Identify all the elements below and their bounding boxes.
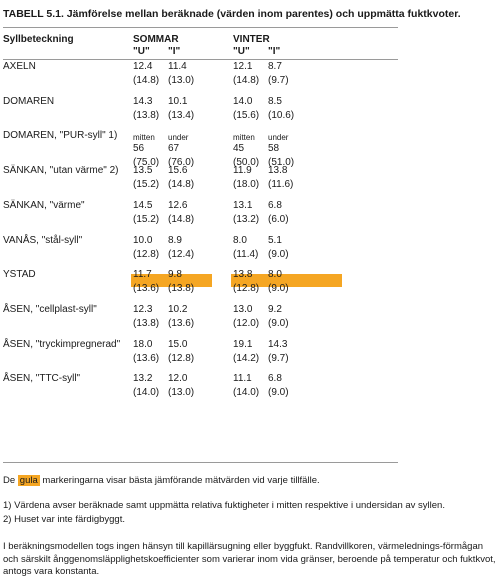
measured-summer-u: 12.4 [133,61,153,72]
calculated-winter-u: (18.0) [233,179,260,190]
header-rule [3,59,398,60]
legend-note [3,475,497,488]
measured-summer-i: 15.0 [168,339,188,350]
measured-summer-u: 56 [133,143,145,154]
calculated-summer-u: (12.8) [133,249,160,260]
calculated-winter-u: (11.4) [233,249,259,260]
table-title: TABELL 5.1. Jämförelse mellan beräknade (värden inom parentes) och uppmätta fuktkvoter. [3,8,461,20]
top-rule [3,27,398,28]
measured-summer-u: 18.0 [133,339,153,350]
measured-summer-i: 11.4 [168,61,187,72]
measured-winter-i: 6.8 [268,200,282,211]
calculated-summer-u: (13.8) [133,318,160,329]
row-label: ÅSEN, "cellplast-syll" [3,304,97,315]
calculated-winter-i: (9.0) [268,387,289,398]
footnote-1: 1) Värdena avser beräknade samt uppmätta relativa fuktigheter i mitten respektive i undersidan av syllen. [3,500,445,511]
measured-winter-u: 12.1 [233,61,253,72]
measured-winter-i: 58 [268,143,280,154]
measured-winter-i: 14.3 [268,339,288,350]
measured-summer-i: 15.6 [168,165,188,176]
bottom-rule [3,462,398,463]
calculated-summer-i: (13.4) [168,110,195,121]
header-vinter: VINTER [233,34,270,45]
measured-winter-u: 11.1 [233,373,252,384]
row-label: VANÅS, "stål-syll" [3,235,83,246]
header-sommar-u: "U" [133,46,150,57]
sub-label-mitten: mitten [133,133,155,142]
legend-text-post: markeringarna visar bästa jämförande mätvärden vid varje tillfälle. [42,475,320,486]
calculated-summer-u: (15.2) [133,214,160,225]
measured-winter-u: 13.1 [233,200,253,211]
calculated-summer-i: (13.0) [168,387,195,398]
measured-winter-u: 19.1 [233,339,253,350]
header-vinter-u: "U" [233,46,250,57]
measured-summer-i: 12.6 [168,200,188,211]
row-label: YSTAD [3,269,36,280]
measured-winter-u: 8.0 [233,235,247,246]
legend-text-pre: De [3,475,16,486]
header-sommar-i: "I" [168,46,181,57]
calculated-winter-u: (13.2) [233,214,260,225]
calculated-summer-u: (14.8) [133,75,160,86]
measured-summer-i: 12.0 [168,373,188,384]
row-label: SÄNKAN, "värme" [3,200,85,211]
measured-summer-u: 14.5 [133,200,153,211]
measured-winter-u: 13.8 [233,269,253,280]
measured-summer-u: 10.0 [133,235,153,246]
calculated-winter-u: (14.2) [233,353,260,364]
calculated-summer-u: (15.2) [133,179,160,190]
calculated-winter-u: (12.0) [233,318,260,329]
calculated-winter-i: (9.0) [268,318,289,329]
measured-winter-i: 8.0 [268,269,282,280]
measured-winter-i: 9.2 [268,304,282,315]
measured-summer-i: 8.9 [168,235,182,246]
row-label: DOMAREN, "PUR-syll" 1) [3,130,118,141]
column-header-syllbeteckning: Syllbeteckning [3,34,74,45]
calculated-winter-i: (9.0) [268,283,289,294]
measured-winter-i: 8.7 [268,61,282,72]
calculated-winter-u: (12.8) [233,283,260,294]
measured-summer-i: 9.8 [168,269,182,280]
calculated-winter-i: (9.7) [268,353,289,364]
measured-winter-i: 8.5 [268,96,282,107]
calculated-summer-u: (13.8) [133,110,160,121]
calculated-summer-i: (13.6) [168,318,195,329]
calculated-winter-u: (14.0) [233,387,260,398]
calculated-winter-i: (9.0) [268,249,289,260]
measured-summer-i: 10.1 [168,96,188,107]
measured-winter-u: 11.9 [233,165,252,176]
measured-winter-i: 5.1 [268,235,282,246]
row-label: ÅSEN, "TTC-syll" [3,373,81,384]
legend-highlight-word: gula [19,475,38,486]
calculated-summer-u: (13.6) [133,283,160,294]
measured-summer-u: 13.2 [133,373,153,384]
calculated-summer-u: (13.6) [133,353,160,364]
calculated-summer-i: (13.0) [168,75,195,86]
calculated-summer-i: (76.0) [168,157,195,168]
calculated-winter-u: (50.0) [233,157,260,168]
measured-summer-u: 12.3 [133,304,153,315]
measured-winter-i: 6.8 [268,373,282,384]
explanatory-paragraph: I beräkningsmodellen togs ingen hänsyn till kapillärsugning eller byggfukt. Randvillkoren, värmelednings-förmågan och särskilt ånggenomsläpplighetskoefficienter som varierar inom vida gränser, beroende på temperatur och fuktkvot, antogs vara konstanta. [3,541,496,577]
row-label: AXELN [3,61,36,72]
calculated-winter-u: (15.6) [233,110,260,121]
calculated-summer-i: (14.8) [168,179,195,190]
measured-winter-u: 13.0 [233,304,253,315]
calculated-winter-u: (14.8) [233,75,260,86]
calculated-winter-i: (11.6) [268,179,294,190]
measured-winter-u: 45 [233,143,245,154]
footnote-2: 2) Huset var inte färdigbyggt. [3,514,125,525]
calculated-winter-i: (51.0) [268,157,295,168]
row-label: SÄNKAN, "utan värme" 2) [3,165,119,176]
calculated-summer-i: (14.8) [168,214,195,225]
calculated-summer-i: (12.8) [168,353,195,364]
calculated-summer-i: (12.4) [168,249,195,260]
calculated-summer-u: (75.0) [133,157,160,168]
calculated-winter-i: (9.7) [268,75,289,86]
measured-summer-u: 14.3 [133,96,153,107]
measured-summer-u: 11.7 [133,269,152,280]
row-label: ÅSEN, "tryckimpregnerad" [3,339,121,350]
header-vinter-i: "I" [268,46,281,57]
measured-summer-u: 13.5 [133,165,153,176]
sub-label-under: under [268,133,289,142]
measured-winter-u: 14.0 [233,96,253,107]
calculated-summer-i: (13.8) [168,283,195,294]
sub-label-mitten: mitten [233,133,255,142]
header-sommar: SOMMAR [133,34,179,45]
calculated-summer-u: (14.0) [133,387,160,398]
measured-summer-i: 67 [168,143,180,154]
calculated-winter-i: (6.0) [268,214,289,225]
calculated-winter-i: (10.6) [268,110,295,121]
sub-label-under: under [168,133,189,142]
measured-summer-i: 10.2 [168,304,188,315]
measured-winter-i: 13.8 [268,165,288,176]
row-label: DOMAREN [3,96,55,107]
